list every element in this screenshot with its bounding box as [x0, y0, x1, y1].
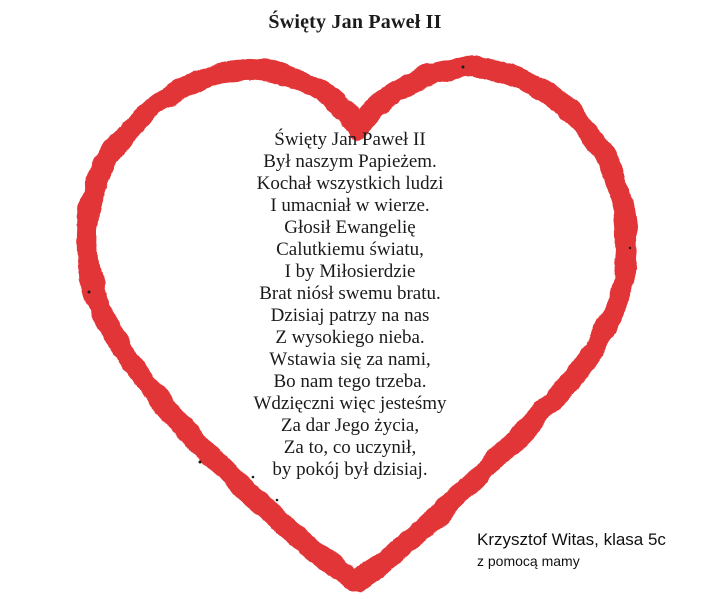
poem-line: Wdzięczni więc jesteśmy: [253, 393, 447, 414]
poem-line: Brat niósł swemu bratu.: [259, 283, 441, 304]
poem-line: Dzisiaj patrzy na nas: [270, 305, 430, 326]
poem-line: by pokój był dzisiaj.: [272, 459, 428, 480]
poem-line: Calutkiemu światu,: [276, 239, 424, 260]
page-title: Święty Jan Paweł II: [268, 11, 442, 33]
poem-line: Za dar Jego życia,: [280, 415, 420, 436]
attribution: [477, 528, 666, 570]
attribution-note: z pomocą mamy: [477, 553, 580, 569]
poem-line: I umacniał w wierze.: [270, 195, 430, 216]
poem-line: Z wysokiego nieba.: [275, 327, 425, 348]
poem: [0, 129, 700, 481]
poem-line: Za to, co uczynił,: [283, 437, 417, 458]
poem-line: I by Miłosierdzie: [284, 261, 416, 282]
poem-line: Głosił Ewangelię: [284, 217, 416, 238]
poem-line: Bo nam tego trzeba.: [273, 371, 427, 392]
attribution-author: Krzysztof Witas, klasa 5c: [477, 530, 666, 549]
poem-line: Wstawia się za nami,: [269, 349, 431, 370]
poem-line: Kochał wszystkich ludzi: [256, 173, 444, 194]
poem-line: Był naszym Papieżem.: [263, 151, 437, 172]
poem-line: Święty Jan Paweł II: [274, 129, 426, 150]
